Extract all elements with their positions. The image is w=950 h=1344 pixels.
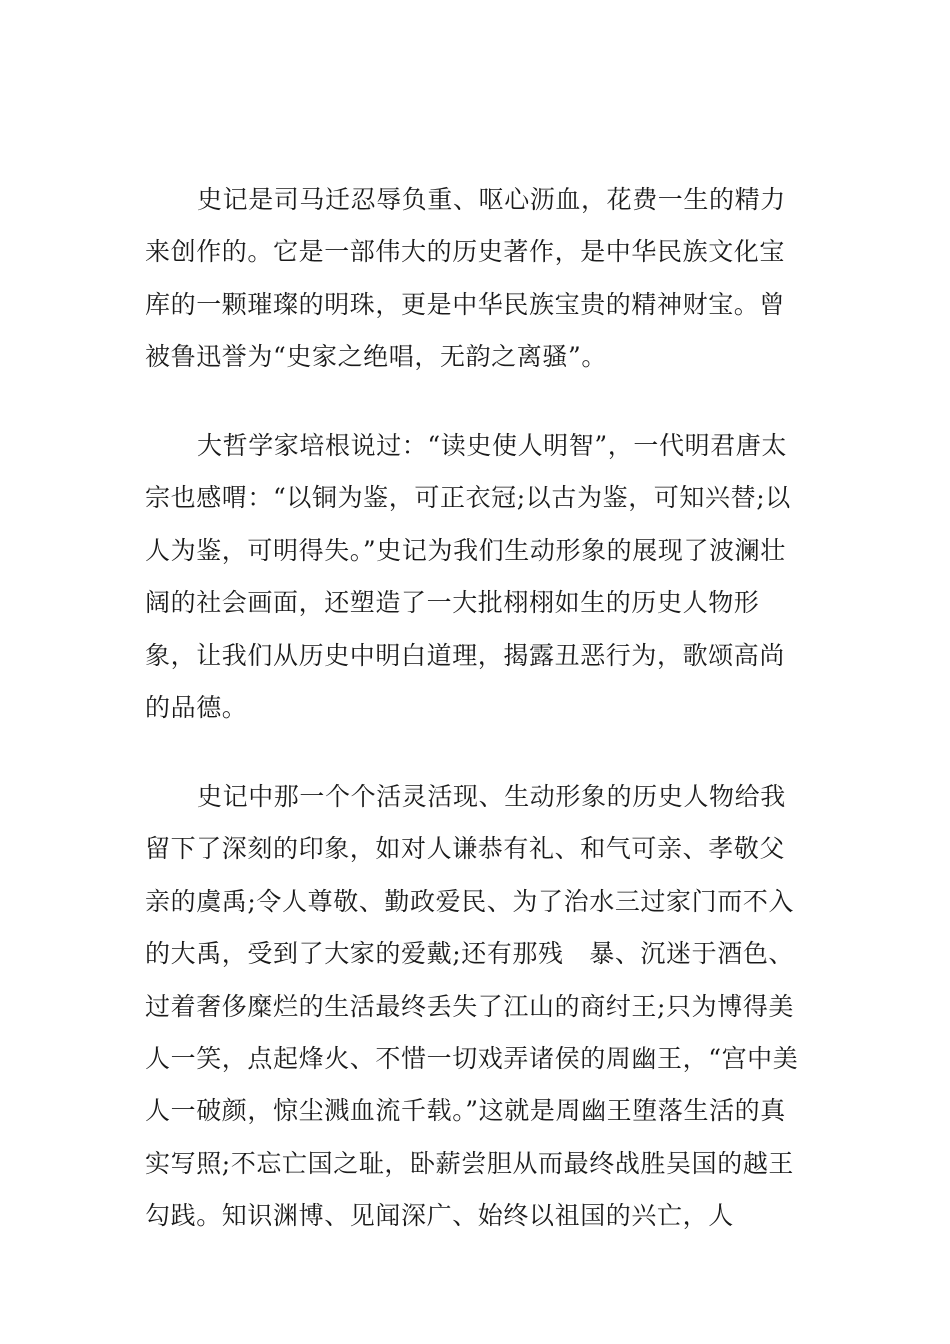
paragraph-historical-figures: 史记中那一个个活灵活现、生动形象的历史人物给我留下了深刻的印象，如对人谦恭有礼、和气可亲、孝敬父亲的虞禹;令人尊敬、勤政爱民、为了治水三过家门而不入的大禹，受到了大家的爱戴;还有那残 暴、沉迷于酒色、过着奢侈糜烂的生活最终丢失了江山的商纣王;只为博得美人一笑，点起烽火、不惜一切戏弄诸侯的周幽王，“宫中美人一破颜，惊尘溅血流千载。”这就是周幽王堕落生活的真实写照;不忘亡国之耻，卧薪尝胆从而最终战胜吴国的越王勾践。知识渊博、见闻深广、始终以祖国的兴亡，人 xyxy=(145,782,799,1231)
paragraph-intro: 史记是司马迁忍辱负重、呕心沥血，花费一生的精力来创作的。它是一部伟大的历史著作，是中华民族文化宝库的一颗璀璨的明珠，更是中华民族宝贵的精神财宝。曾被鲁迅誉为“史家之绝唱，无韵之离骚”。 xyxy=(145,185,786,372)
paragraph-bacon-quote: 大哲学家培根说过：“读史使人明智”，一代明君唐太宗也感喟：“以铜为鉴，可正衣冠;以古为鉴，可知兴替;以人为鉴，可明得失。”史记为我们生动形象的展现了波澜壮阔的社会画面，还塑造了一大批栩栩如生的历史人物形象，让我们从历史中明白道理，揭露丑恶行为，歌颂高尚的品德。 xyxy=(145,431,791,723)
